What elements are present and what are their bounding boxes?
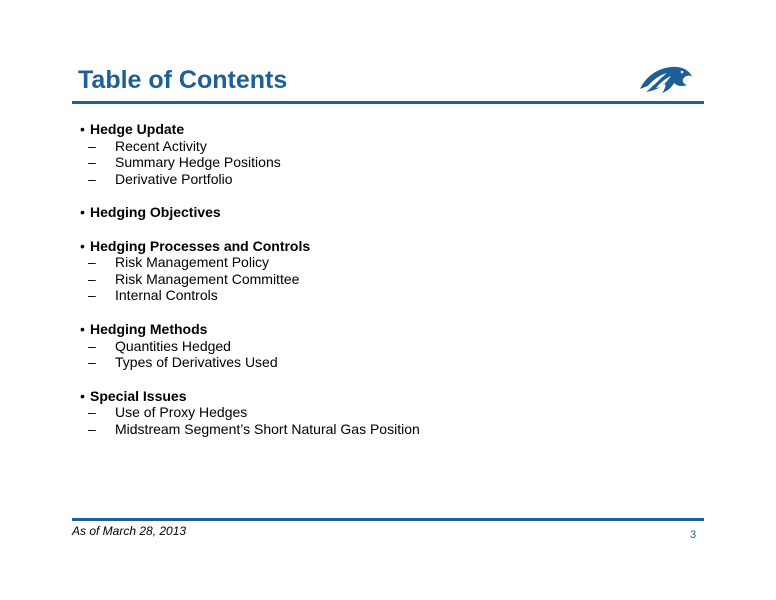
page-number: 3 (690, 529, 697, 541)
section-title: Hedge Update (90, 121, 185, 137)
toc-item: – Risk Management Committee (88, 270, 300, 287)
toc-item: – Use of Proxy Hedges (88, 404, 248, 421)
bullet: • (80, 321, 85, 338)
toc-section (80, 388, 420, 438)
bullet: • (80, 204, 85, 221)
toc-section (80, 121, 420, 187)
section-title: Hedging Processes and Controls (90, 237, 311, 254)
toc-item: – Risk Management Policy (88, 254, 270, 271)
toc-section (80, 238, 420, 304)
toc-section (80, 321, 420, 371)
toc-item: – Recent Activity (88, 137, 207, 154)
toc-item: – Internal Controls (88, 287, 218, 304)
toc-item: – Midstream Segment’s Short Natural Gas Position (88, 420, 420, 437)
page-title: Table of Contents (78, 66, 288, 94)
bullet: • (80, 237, 85, 254)
toc-item: – Types of Derivatives Used (88, 354, 278, 371)
bullet: • (80, 387, 85, 404)
toc-item: – Summary Hedge Positions (88, 154, 281, 171)
eagle-head-icon (638, 64, 694, 94)
header-rule (72, 101, 704, 104)
footer-date: As of March 28, 2013 (72, 524, 187, 538)
toc-section (80, 204, 420, 221)
section-title: Special Issues (90, 387, 187, 404)
toc-item: – Quantities Hedged (88, 337, 231, 354)
section-title: Hedging Objectives (90, 204, 221, 221)
toc-item: – Derivative Portfolio (88, 170, 233, 187)
section-title: Hedging Methods (90, 321, 208, 338)
table-of-contents (80, 121, 420, 454)
footer-rule (72, 518, 704, 521)
bullet: • (80, 121, 85, 137)
